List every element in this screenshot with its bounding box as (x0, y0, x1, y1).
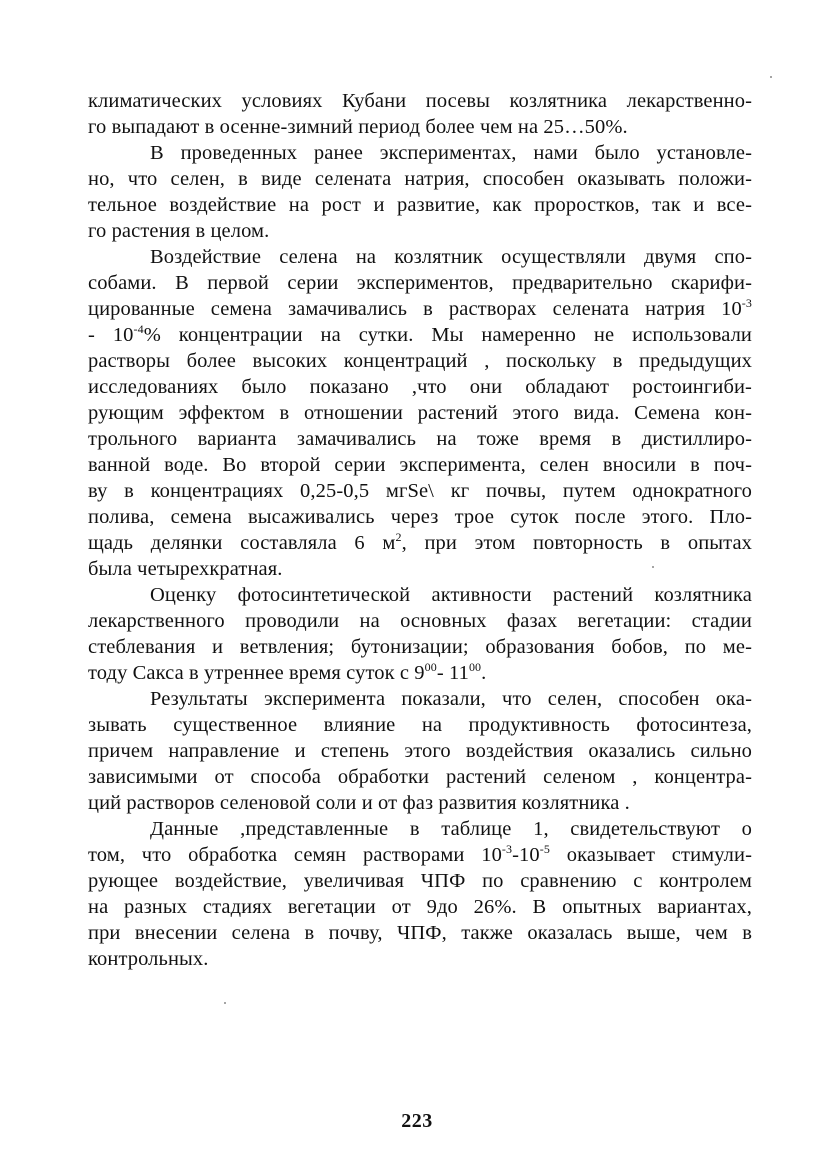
text-line: зависимыми от способа обработки растений селеном , концентра- (88, 766, 752, 788)
text-line: контрольных. (88, 948, 209, 970)
paragraph-2 (88, 140, 752, 244)
text-line: при внесении селена в почву, ЧПФ, также оказалась выше, чем в (88, 922, 752, 944)
scan-speck (224, 1002, 226, 1004)
paragraph-1 (88, 88, 752, 140)
text-segment: . (481, 662, 487, 684)
text-segment: том, что обработка семян растворами 10 (88, 844, 502, 866)
paragraph-6 (88, 816, 752, 972)
text-line: но, что селен, в виде селената натрия, способен оказывать положи- (88, 168, 752, 190)
text-line: Оценку фотосинтетической активности растений козлятника (150, 584, 752, 606)
text-line: лекарственного проводили на основных фазах вегетации: стадии (88, 610, 752, 632)
text-line: на разных стадиях вегетации от 9до 26%. В опытных вариантах, (88, 896, 752, 918)
text-line: ванной воде. Во второй серии эксперимента, селен вносили в поч- (88, 454, 752, 476)
text-line: Результаты эксперимента показали, что селен, способен ока- (150, 688, 752, 710)
text-line: го выпадают в осенне-зимний период более чем на 25…50%. (88, 116, 628, 138)
text-line: стеблевания и ветвления; бутонизации; образования бобов, по ме- (88, 636, 752, 658)
text-line: трольного варианта замачивались на тоже время в дистиллиро- (88, 428, 752, 450)
text-segment: - 11 (436, 662, 469, 684)
text-segment: % концентрации на сутки. Мы намеренно не использовали (143, 324, 752, 346)
text-line: тельное воздействие на рост и развитие, как проростков, так и все- (88, 194, 752, 216)
text-line (88, 322, 752, 348)
text-line (88, 660, 752, 686)
text-line: ву в концентрациях 0,25-0,5 мгSe\ кг почвы, путем однократного (88, 480, 752, 502)
superscript: 00 (468, 660, 482, 674)
text-line: рующим эффектом в отношении растений этого вида. Семена кон- (88, 402, 752, 424)
superscript: 00 (424, 660, 437, 674)
superscript: -5 (539, 842, 550, 856)
text-segment: тоду Сакса в утреннее время суток с 9 (88, 662, 425, 684)
text-line: была четырехкратная. (88, 558, 283, 580)
text-line: рующее воздействие, увеличивая ЧПФ по сравнению с контролем (88, 870, 752, 892)
text-line (88, 842, 752, 868)
text-line: собами. В первой серии экспериментов, предварительно скарифи- (88, 272, 752, 294)
text-line: полива, семена высаживались через трое суток после этого. Пло- (88, 506, 752, 528)
text-line: исследованиях было показано ,что они обладают ростоингиби- (88, 376, 752, 398)
superscript: -3 (741, 296, 752, 310)
scan-speck (770, 76, 772, 78)
superscript: -3 (501, 842, 513, 856)
paragraph-4 (88, 582, 752, 686)
text-segment: оказывает стимули- (549, 844, 752, 866)
document-page (88, 88, 752, 972)
text-line: Данные ,представленные в таблице 1, свидетельствуют о (150, 818, 752, 840)
text-segment: щадь делянки составляла 6 м (88, 532, 396, 554)
text-line: Воздействие селена на козлятник осуществляли двумя спо- (150, 246, 752, 268)
superscript: 2 (395, 530, 402, 544)
text-line: причем направление и степень этого воздействия оказались сильно (88, 740, 752, 762)
text-line: растворы более высоких концентраций , поскольку в предыдущих (88, 350, 752, 372)
text-line: ций растворов селеновой соли и от фаз развития козлятника . (88, 792, 630, 814)
text-line: климатических условиях Кубани посевы козлятника лекарственно- (88, 90, 752, 112)
text-segment: -10 (512, 844, 540, 866)
text-line: зывать существенное влияние на продуктивность фотосинтеза, (88, 714, 752, 736)
text-line (88, 296, 752, 322)
superscript: -4 (133, 322, 144, 336)
text-segment: , при этом повторность в опытах (401, 532, 752, 554)
text-segment: цированные семена замачивались в растворах селената натрия 10 (88, 298, 742, 320)
text-line (88, 530, 752, 556)
text-segment: - 10 (88, 324, 134, 346)
paragraph-5 (88, 686, 752, 816)
scan-speck (652, 566, 654, 568)
text-line: В проведенных ранее экспериментах, нами было установле- (150, 142, 752, 164)
text-line: го растения в целом. (88, 220, 270, 242)
page-number: 223 (401, 1110, 433, 1132)
paragraph-3 (88, 244, 752, 582)
